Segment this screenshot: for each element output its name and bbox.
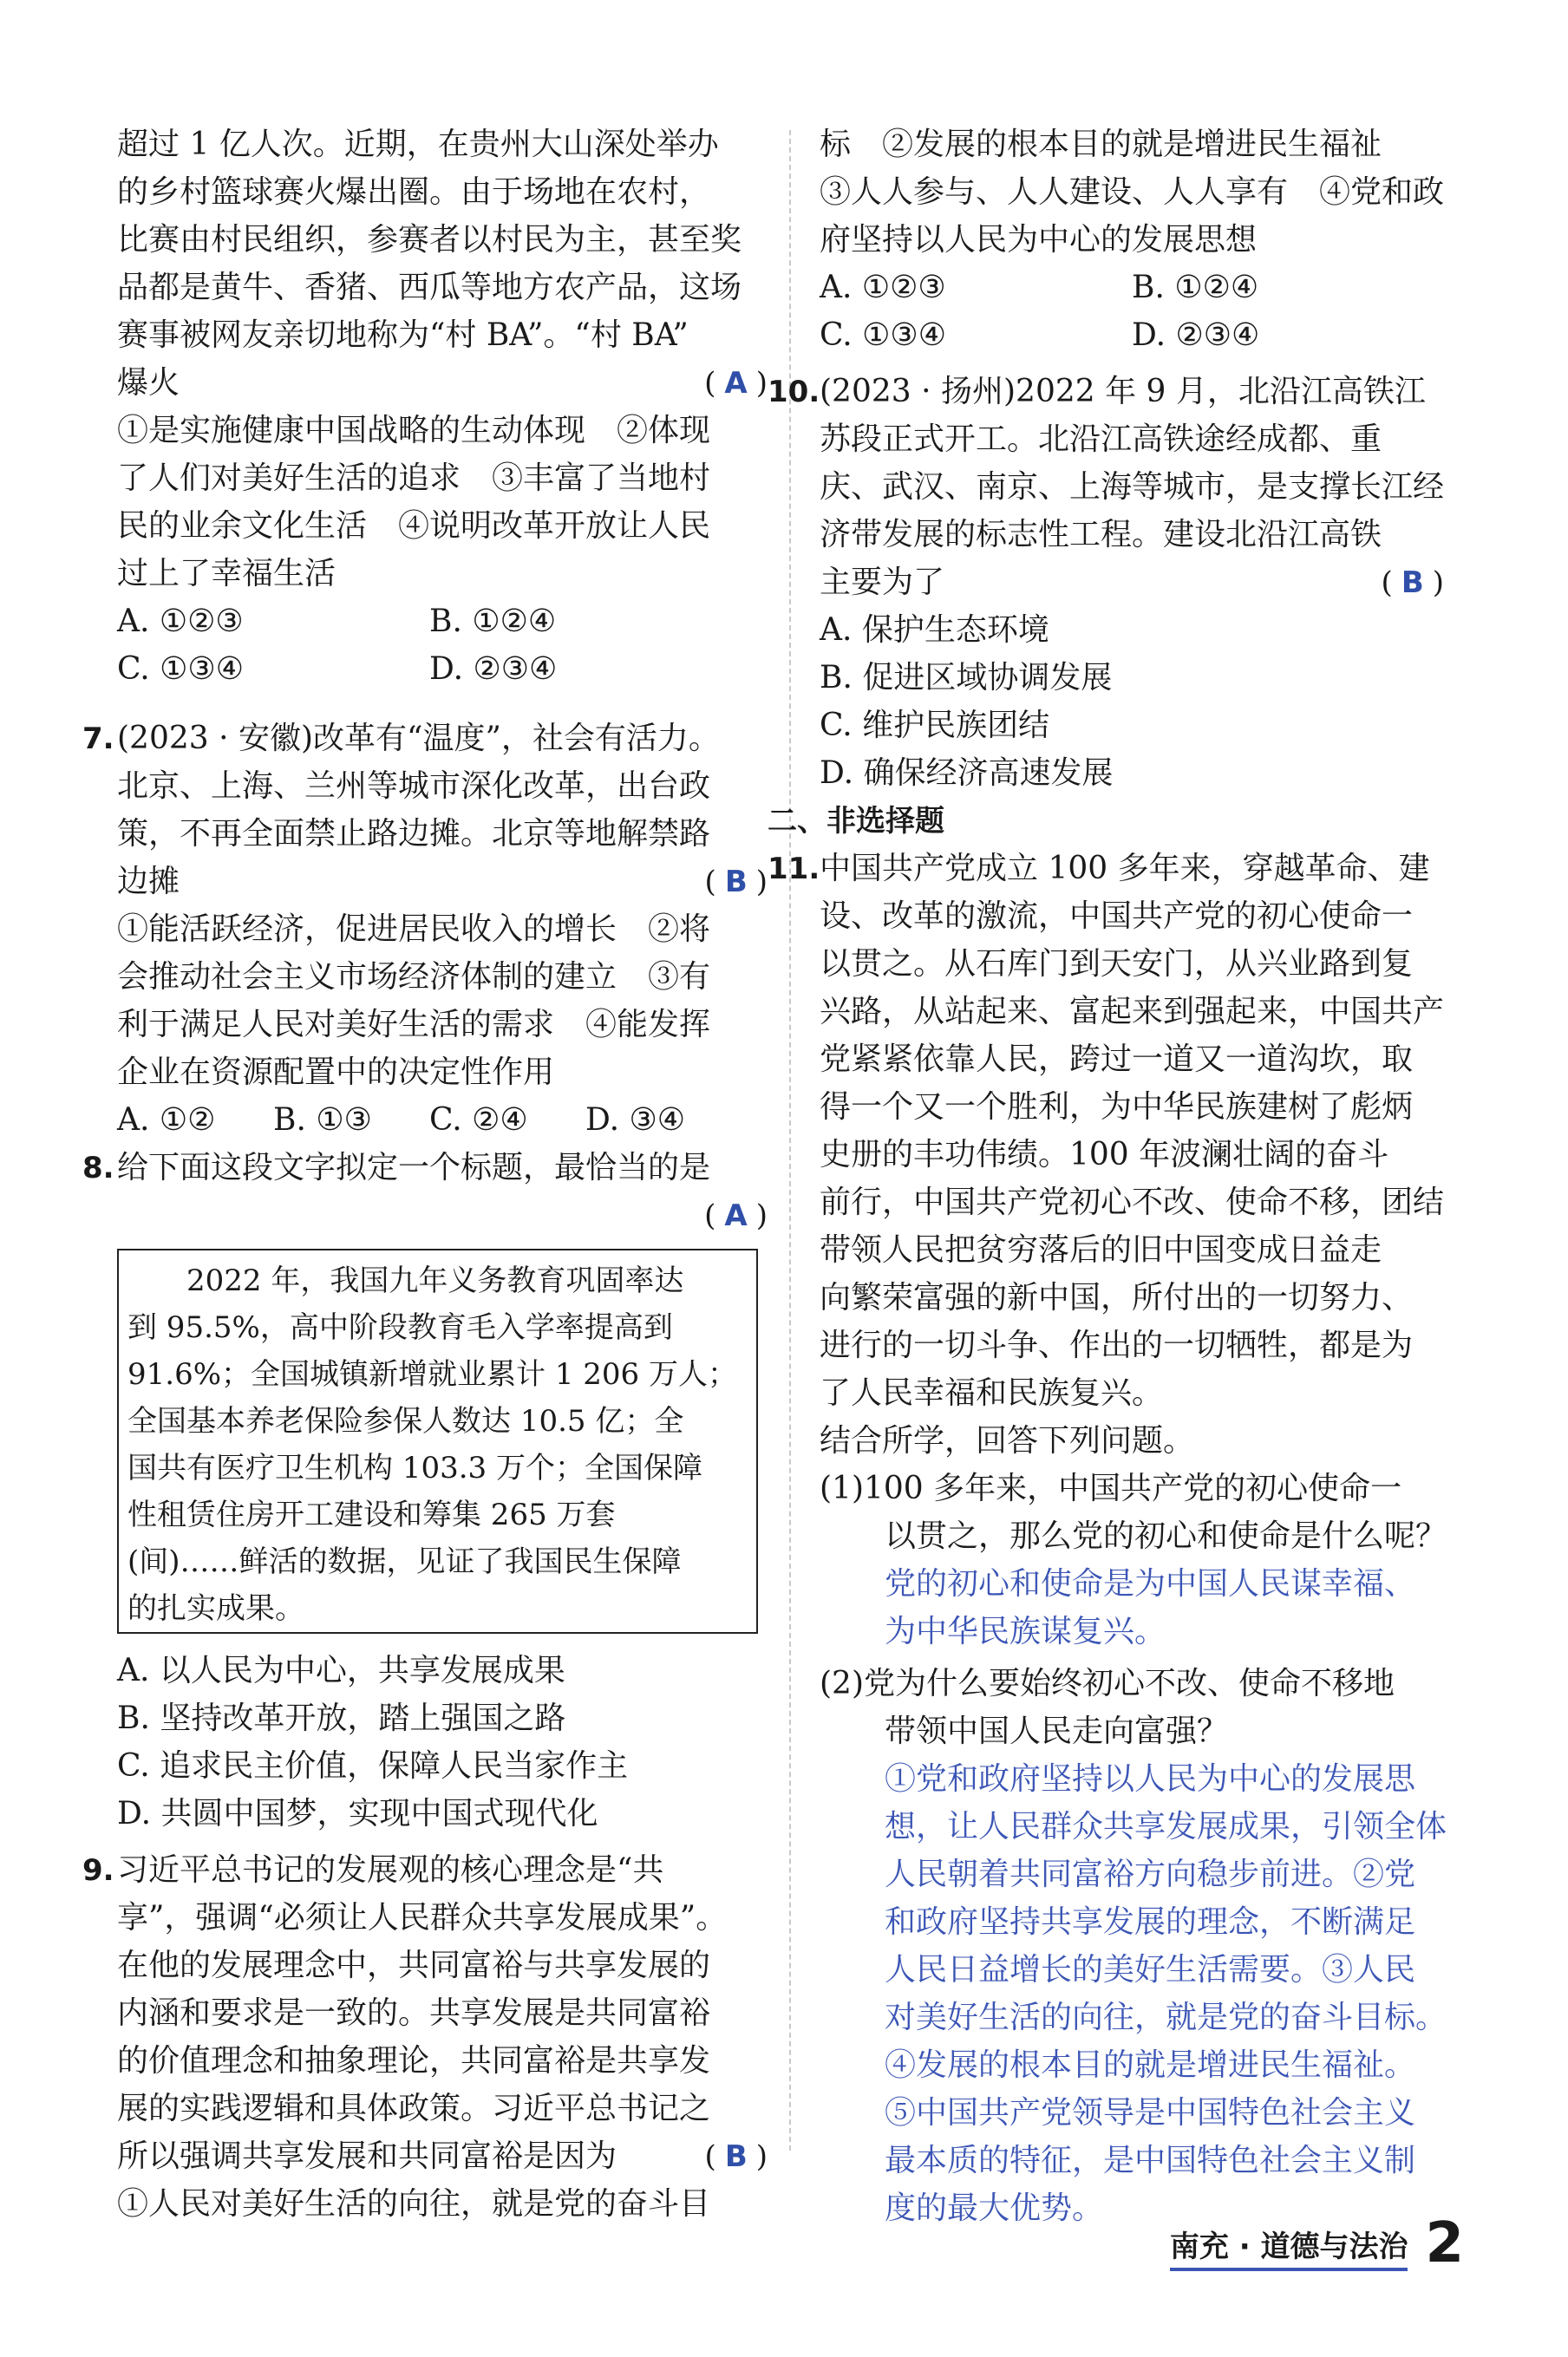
- q10-number: 10.: [768, 375, 820, 409]
- q8-option-c: C. 追求民主价值，保障人民当家作主: [117, 1748, 629, 1784]
- q11-text-line: 中国共产党成立 100 多年来，穿越革命、建: [820, 851, 1430, 886]
- sub-answer-2: 人民朝着共同富裕方向稳步前进。②党: [885, 1857, 1416, 1892]
- q9-text-line: 所以强调共享发展和共同富裕是因为: [117, 2138, 617, 2174]
- q10-text-line: 苏段正式开工。北沿江高铁途经成都、重: [820, 421, 1382, 457]
- passage-line: 性租赁住房开工建设和筹集 265 万套: [127, 1498, 616, 1532]
- q9-text-line: 内涵和要求是一致的。共享发展是共同富裕: [117, 1995, 711, 2031]
- q8-text-line: 给下面这段文字拟定一个标题，最恰当的是: [117, 1150, 711, 1185]
- q10-option-b: B. 促进区域协调发展: [820, 660, 1113, 695]
- q9-option-a: A. ①②③: [820, 270, 946, 305]
- sub-answer-2: ①党和政府坚持以人民为中心的发展思: [885, 1761, 1416, 1797]
- q10-option-d: D. 确保经济高速发展: [820, 755, 1114, 791]
- q10-text-line: 主要为了: [820, 565, 945, 600]
- q6-text-line: 超过 1 亿人次。近期，在贵州大山深处举办: [117, 127, 719, 162]
- q7-statement: ①能活跃经济，促进居民收入的增长 ②将: [117, 911, 711, 947]
- q6-text-line: 比赛由村民组织，参赛者以村民为主，甚至奖: [117, 222, 742, 258]
- q6-text-line: 赛事被网友亲切地称为“村 BA”。“村 BA”: [117, 317, 689, 353]
- page-footer: [1169, 2211, 1464, 2275]
- q7-number: 7.: [82, 721, 114, 756]
- q11-text-line: 兴路，从站起来、富起来到强起来，中国共产: [820, 994, 1445, 1029]
- q9-text-line: 享”，强调“必须让人民群众共享发展成果”。: [117, 1900, 728, 1936]
- sub-answer-2: ⑤中国共产党领导是中国特色社会主义: [885, 2095, 1416, 2131]
- passage-line: 全国基本养老保险参保人数达 10.5 亿；全: [127, 1404, 684, 1439]
- q9-number: 9.: [82, 1853, 114, 1888]
- q9-statement: ③人人参与、人人建设、人人享有 ④党和政: [820, 174, 1445, 210]
- sub-answer-2: 最本质的特征，是中国特色社会主义制: [885, 2143, 1416, 2178]
- q11-number: 11.: [768, 852, 820, 886]
- sub-answer-1: 为中华民族谋复兴。: [885, 1614, 1166, 1649]
- section-heading: 二、非选择题: [768, 804, 944, 839]
- passage-line: 2022 年，我国九年义务教育巩固率达: [127, 1263, 684, 1298]
- sub-answer-2: 和政府坚持共享发展的理念，不断满足: [885, 1904, 1416, 1940]
- sub-answer-2: 对美好生活的向往，就是党的奋斗目标。: [885, 2000, 1447, 2035]
- q7-text-line: 策，不再全面禁止路边摊。北京等地解禁路: [117, 816, 711, 852]
- q8-option-a: A. 以人民为中心，共享发展成果: [117, 1653, 565, 1688]
- sub-question-2: 带领中国人民走向富强？: [885, 1714, 1229, 1749]
- q7-statement: 会推动社会主义市场经济体制的建立 ③有: [117, 959, 711, 995]
- q9-statement: 府坚持以人民为中心的发展思想: [820, 222, 1258, 258]
- q6-text-line: 的乡村篮球赛火爆出圈。由于场地在农村，: [117, 174, 711, 210]
- q6-answer: ( A ): [704, 366, 768, 401]
- q8-passage-box: [117, 1249, 758, 1634]
- q7-option-c: C. ②④: [429, 1102, 528, 1138]
- sub-question-1: 以贯之，那么党的初心和使命是什么呢？: [885, 1518, 1447, 1554]
- passage-line: 的扎实成果。: [127, 1591, 304, 1626]
- q9-option-d: D. ②③④: [1132, 317, 1260, 353]
- q11-text-line: 前行，中国共产党初心不改、使命不移，团结: [820, 1185, 1445, 1220]
- footer-label: 南充 · 道德与法治: [1170, 2230, 1408, 2271]
- q7-statement: 利于满足人民对美好生活的需求 ④能发挥: [117, 1007, 711, 1042]
- q9-option-c: C. ①③④: [820, 317, 946, 353]
- sub-answer-2: 度的最大优势。: [885, 2191, 1104, 2226]
- q6-statement: 了人们对美好生活的追求 ③丰富了当地村: [117, 460, 711, 496]
- q9-text-line: 的价值理念和抽象理论，共同富裕是共享发: [117, 2043, 711, 2079]
- q6-option-d: D. ②③④: [429, 651, 558, 687]
- q6-text-line: 品都是黄牛、香猪、西瓜等地方农产品，这场: [117, 270, 742, 305]
- passage-line: 到 95.5%，高中阶段教育毛入学率提高到: [127, 1310, 673, 1345]
- sub-answer-2: 人民日益增长的美好生活需要。③人民: [885, 1952, 1416, 1988]
- q11-text-line: 设、改革的激流，中国共产党的初心使命一: [820, 898, 1414, 934]
- q9-statement: 标 ②发展的根本目的就是增进民生福祉: [820, 127, 1382, 162]
- q8-number: 8.: [82, 1151, 114, 1185]
- q6-statement: 过上了幸福生活: [117, 556, 336, 591]
- passage-line: (间)……鲜活的数据，见证了我国民生保障: [127, 1544, 682, 1579]
- sub-answer-1: 党的初心和使命是为中国人民谋幸福、: [885, 1566, 1416, 1602]
- q7-statement: 企业在资源配置中的决定性作用: [117, 1054, 555, 1090]
- sub-question-1: (1)100 多年来，中国共产党的初心使命一: [820, 1471, 1402, 1506]
- q8-option-b: B. 坚持改革开放，踏上强国之路: [117, 1701, 566, 1736]
- q9-answer: ( B ): [704, 2139, 768, 2174]
- q11-text-line: 党紧紧依靠人民，跨过一道又一道沟坎，取: [820, 1041, 1414, 1077]
- sub-answer-2: 想，让人民群众共享发展成果，引领全体: [885, 1809, 1447, 1844]
- q6-option-a: A. ①②③: [117, 604, 244, 639]
- q10-option-a: A. 保护生态环境: [820, 612, 1049, 648]
- passage-line: 91.6%；全国城镇新增就业累计 1 206 万人；: [127, 1357, 737, 1392]
- column-divider: [789, 130, 791, 2151]
- q7-option-b: B. ①③: [273, 1102, 372, 1138]
- sub-answer-2: ④发展的根本目的就是增进民生福祉。: [885, 2047, 1416, 2083]
- q10-text-line: 济带发展的标志性工程。建设北沿江高铁: [820, 517, 1382, 552]
- q11-text-line: 进行的一切斗争、作出的一切牺牲，都是为: [820, 1328, 1414, 1363]
- q7-text-line: 边摊: [117, 864, 180, 899]
- passage-line: 国共有医疗卫生机构 103.3 万个；全国保障: [127, 1451, 702, 1485]
- q7-option-d: D. ③④: [585, 1102, 686, 1138]
- q9-text-line: 在他的发展理念中，共同富裕与共享发展的: [117, 1948, 711, 1983]
- q6-option-b: B. ①②④: [429, 604, 557, 639]
- q9-text-line: 展的实践逻辑和具体政策。习近平总书记之: [117, 2091, 711, 2126]
- q9-option-b: B. ①②④: [1132, 270, 1259, 305]
- q11-text-line: 以贯之。从石库门到天安门，从兴业路到复: [820, 946, 1414, 982]
- q6-statement: 民的业余文化生活 ④说明改革开放让人民: [117, 508, 711, 544]
- q7-answer: ( B ): [704, 865, 768, 899]
- q10-answer: ( B ): [1381, 565, 1444, 600]
- q7-text-line: 北京、上海、兰州等城市深化改革，出台政: [117, 768, 711, 804]
- q11-text-line: 向繁荣富强的新中国，所付出的一切努力、: [820, 1280, 1414, 1316]
- q11-text-line: 史册的丰功伟绩。100 年波澜壮阔的奋斗: [820, 1137, 1389, 1172]
- q10-text-line: 庆、武汉、南京、上海等城市，是支撑长江经: [820, 469, 1445, 505]
- q8-answer: ( A ): [704, 1198, 768, 1233]
- q11-prompt: 结合所学，回答下列问题。: [820, 1423, 1195, 1459]
- q10-text-line: (2023 · 扬州)2022 年 9 月，北沿江高铁江: [820, 374, 1426, 409]
- q6-text-line: 爆火: [117, 365, 180, 401]
- q11-text-line: 得一个又一个胜利，为中华民族建树了彪炳: [820, 1089, 1414, 1125]
- q8-option-d: D. 共圆中国梦，实现中国式现代化: [117, 1796, 598, 1831]
- q6-statement: ①是实施健康中国战略的生动体现 ②体现: [117, 413, 711, 448]
- q9-text-line: 习近平总书记的发展观的核心理念是“共: [117, 1852, 664, 1888]
- q11-text-line: 了人民幸福和民族复兴。: [820, 1375, 1164, 1411]
- sub-question-2: (2)党为什么要始终初心不改、使命不移地: [820, 1666, 1395, 1701]
- q11-text-line: 带领人民把贫穷落后的旧中国变成日益走: [820, 1232, 1382, 1268]
- q7-text-line: (2023 · 安徽)改革有“温度”，社会有活力。: [117, 721, 720, 756]
- q10-option-c: C. 维护民族团结: [820, 708, 1050, 743]
- q6-option-c: C. ①③④: [117, 651, 244, 687]
- q9-statement: ①人民对美好生活的向往，就是党的奋斗目: [117, 2186, 711, 2222]
- q7-option-a: A. ①②: [117, 1102, 216, 1138]
- page-number: 2: [1425, 2211, 1464, 2275]
